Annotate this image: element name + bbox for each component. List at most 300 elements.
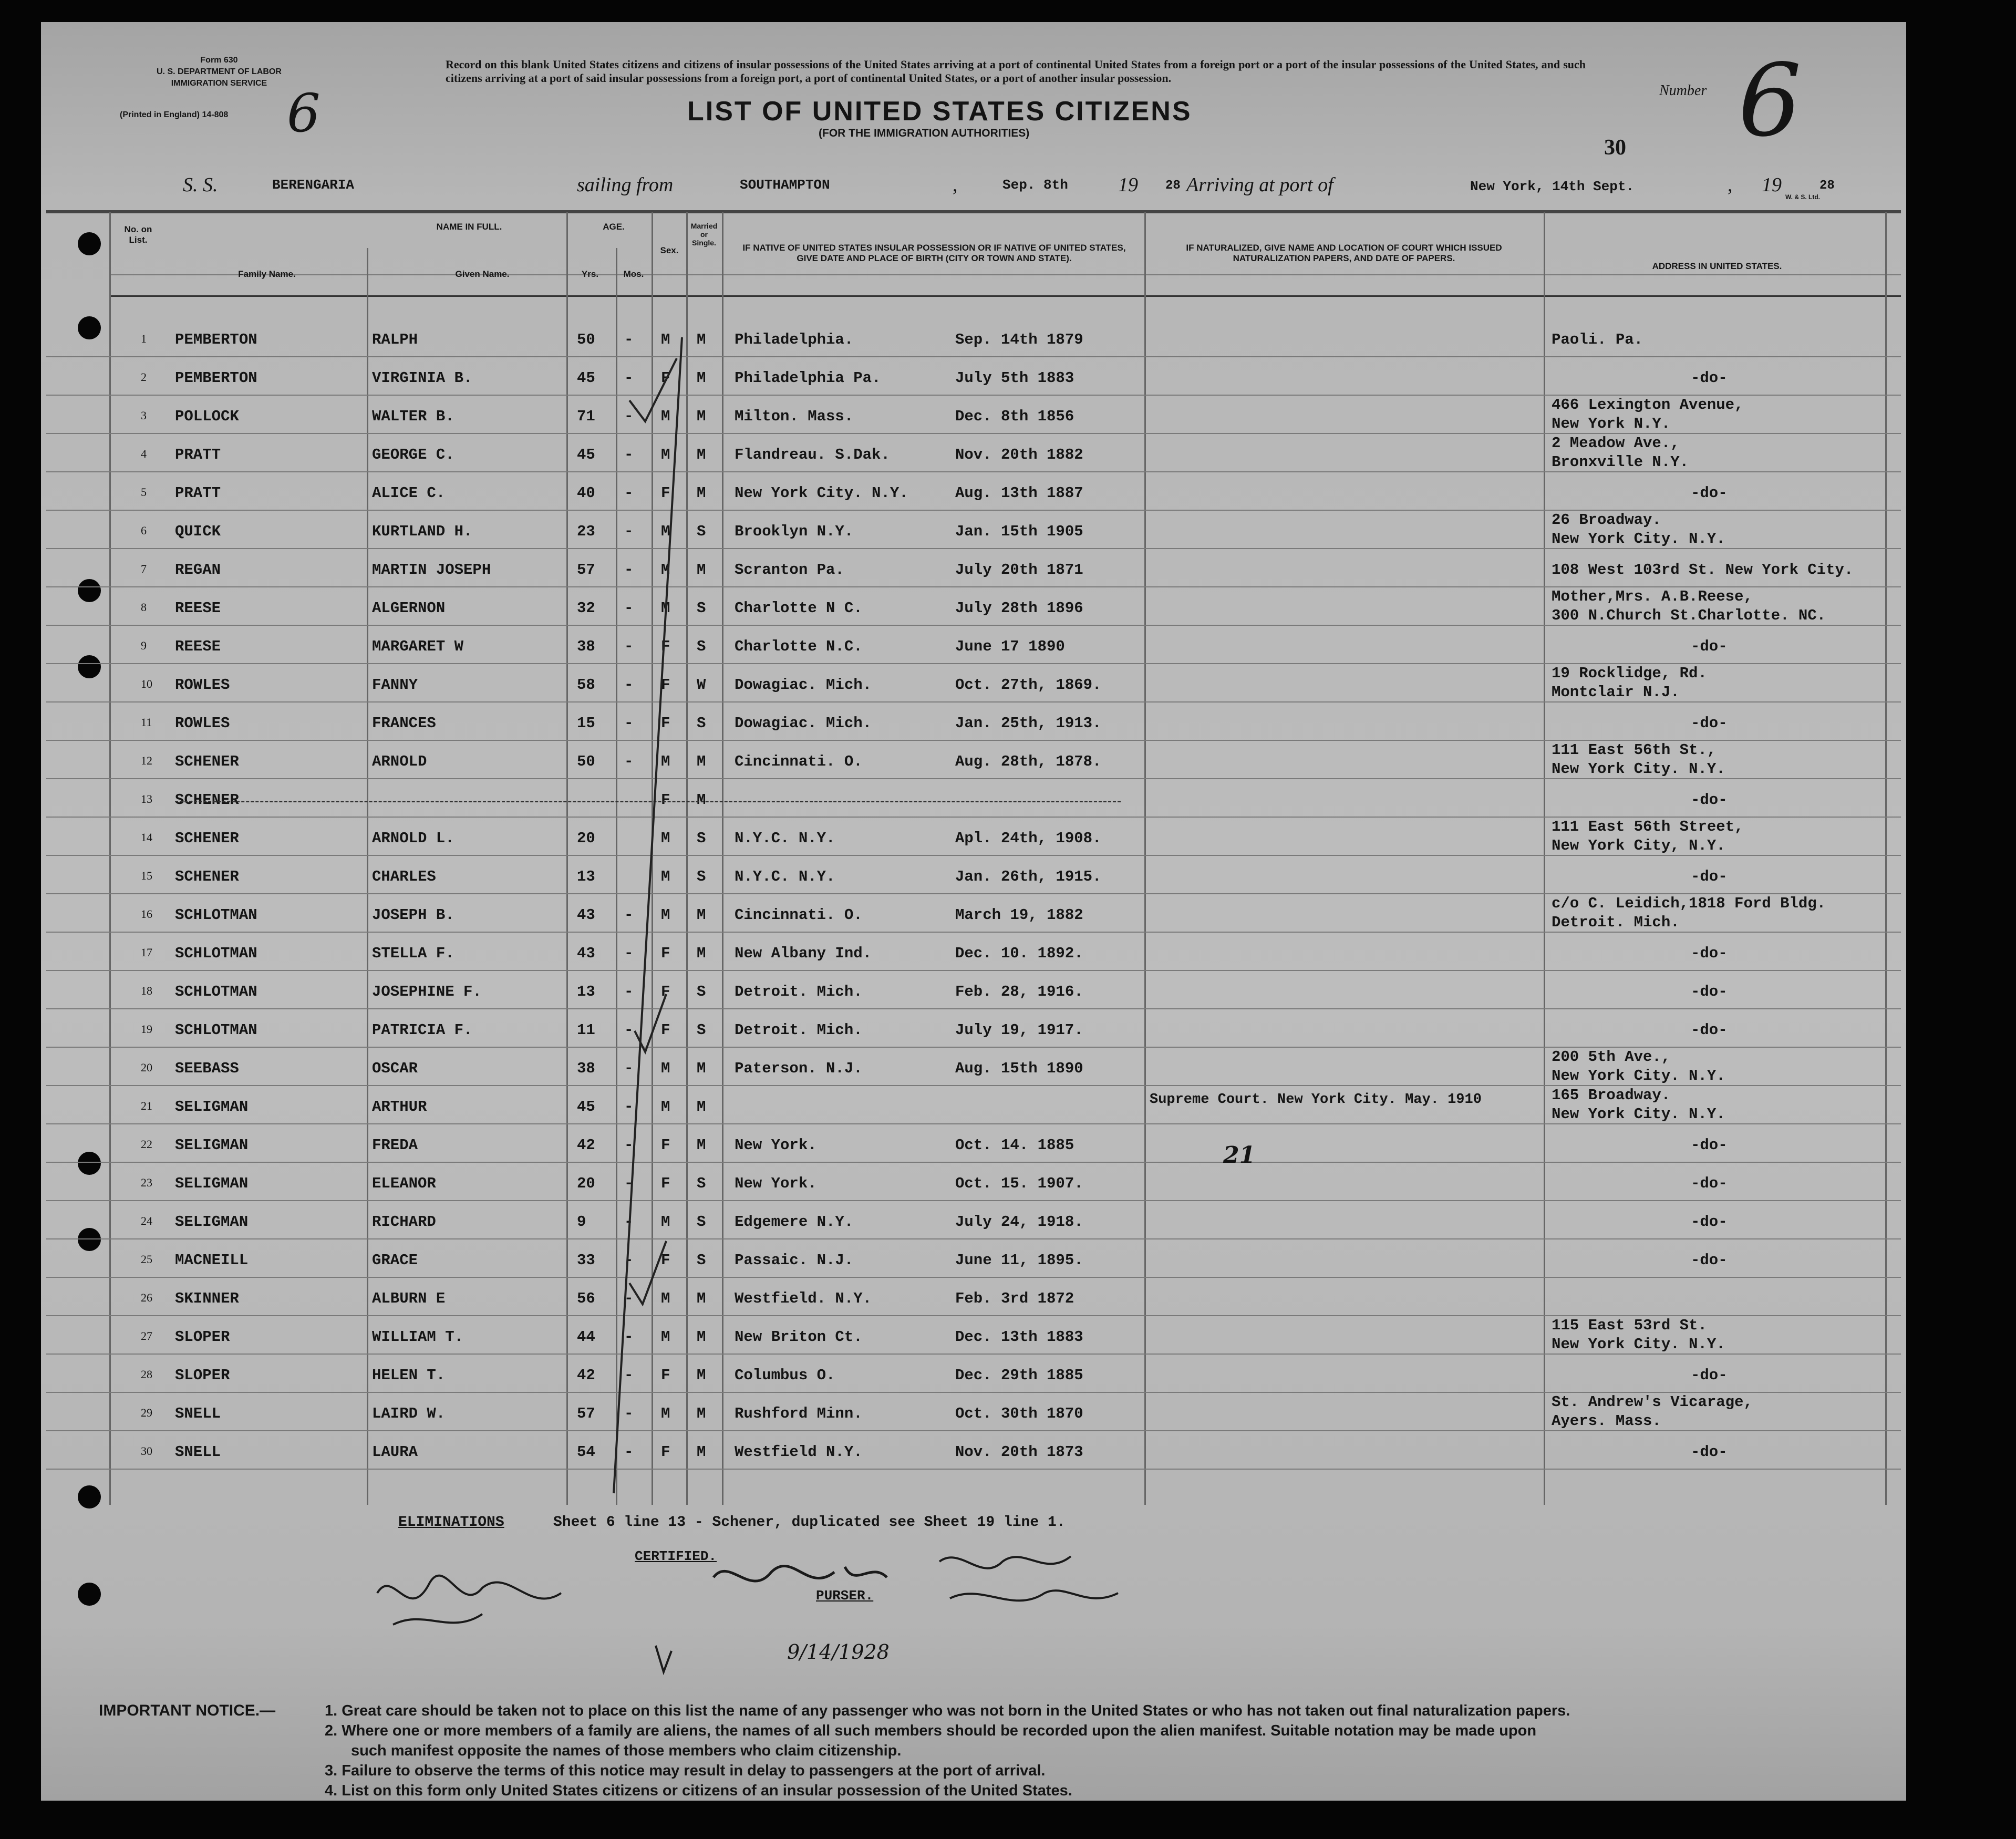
cell-ms: M (697, 446, 706, 463)
cell-given: MARTIN JOSEPH (372, 561, 491, 578)
cell-date: June 11, 1895. (955, 1252, 1083, 1269)
eliminations-text: Sheet 6 line 13 - Schener, duplicated see Sheet 19 line 1. (553, 1514, 1066, 1531)
notice-2: 2. Where one or more members of a family are aliens, the names of all such members should be recorded upon the alien manifest. Suitable notation may be made upon (325, 1722, 1537, 1739)
cell-date: Dec. 10. 1892. (955, 945, 1083, 962)
cell-place: New York City. N.Y. (735, 484, 908, 502)
cell-mos: - (624, 1443, 634, 1461)
cell-place: Dowagiac. Mich. (735, 715, 872, 732)
cell-ms: S (697, 638, 706, 655)
cell-age: 54 (577, 1443, 595, 1461)
cell-sex: M (661, 1405, 670, 1422)
cell-ms: S (697, 983, 706, 1000)
cell-addr2: New York City. N.Y. (1552, 530, 1725, 547)
row-rule (46, 1392, 1901, 1393)
cell-family: SCHLOTMAN (175, 906, 257, 924)
page-subtitle: (FOR THE IMMIGRATION AUTHORITIES) (819, 127, 1030, 139)
cell-family: ROWLES (175, 676, 230, 694)
cell-sex: F (661, 1021, 670, 1039)
cell-no: 26 (141, 1291, 152, 1304)
cell-mos: - (624, 408, 634, 425)
cell-sex: M (661, 1060, 670, 1077)
col-header-age: AGE. (603, 222, 625, 232)
cell-date: Feb. 3rd 1872 (955, 1290, 1074, 1307)
cell-age: 58 (577, 676, 595, 694)
cell-ms: M (697, 484, 706, 502)
cell-nat: Supreme Court. New York City. May. 1910 (1150, 1092, 1482, 1108)
purser-label: PURSER. (816, 1588, 874, 1604)
cell-family: SCHENER (175, 868, 239, 885)
cell-family: SCHENER (175, 791, 239, 809)
cell-date: Feb. 28, 1916. (955, 983, 1083, 1000)
stamped-number: 30 (1604, 136, 1626, 160)
cell-ms: M (697, 945, 706, 962)
cell-addr2: Bronxville N.Y. (1552, 453, 1689, 471)
cell-addr1: -do- (1691, 1213, 1728, 1231)
cell-mos: - (624, 369, 634, 387)
row-rule (46, 625, 1901, 626)
row-rule (46, 1430, 1901, 1431)
cell-no: 20 (141, 1061, 152, 1074)
cell-date: June 17 1890 (955, 638, 1065, 655)
cell-age: 32 (577, 600, 595, 617)
cell-mos: - (624, 484, 634, 502)
cell-ms: S (697, 830, 706, 847)
col-header-yrs: Yrs. (581, 269, 599, 279)
cell-mos: - (624, 561, 634, 578)
cell-no: 30 (141, 1444, 152, 1458)
cell-addr1: 115 East 53rd St. (1552, 1317, 1707, 1334)
cell-sex: F (661, 1443, 670, 1461)
cell-sex: M (661, 446, 670, 463)
cell-family: REGAN (175, 561, 221, 578)
cell-mos: - (624, 638, 634, 655)
cell-place: Brooklyn N.Y. (735, 523, 854, 540)
cell-no: 23 (141, 1176, 152, 1189)
cell-addr1: -do- (1691, 369, 1728, 387)
comma-2: , (1728, 174, 1733, 196)
cell-addr2: New York N.Y. (1552, 415, 1671, 432)
cell-given: GEORGE C. (372, 446, 454, 463)
cell-sex: F (661, 484, 670, 502)
cell-ms: M (697, 1405, 706, 1422)
cell-sex: M (661, 830, 670, 847)
cell-mos: - (624, 1405, 634, 1422)
year-prefix-2: 19 (1762, 174, 1782, 196)
cell-family: SCHENER (175, 830, 239, 847)
cell-given: KURTLAND H. (372, 523, 473, 540)
row-rule (46, 740, 1901, 741)
cell-sex: F (661, 945, 670, 962)
cell-date: Aug. 15th 1890 (955, 1060, 1083, 1077)
row-rule (46, 817, 1901, 818)
cell-given: ARNOLD (372, 753, 427, 770)
cell-no: 29 (141, 1406, 152, 1419)
cell-family: SELIGMAN (175, 1098, 249, 1115)
cell-given: ALBURN E (372, 1290, 446, 1307)
cell-no: 25 (141, 1253, 152, 1266)
comma: , (953, 174, 958, 196)
cell-ms: S (697, 523, 706, 540)
cell-no: 16 (141, 907, 152, 921)
cell-mos: - (624, 1290, 634, 1307)
printer-mark: W. & S. Ltd. (1785, 193, 1820, 201)
row-rule (46, 1469, 1901, 1470)
cell-addr1: 165 Broadway. (1552, 1087, 1671, 1104)
cell-family: MACNEILL (175, 1252, 249, 1269)
cell-sex: F (661, 1137, 670, 1154)
row-rule (46, 893, 1901, 894)
cell-no: 13 (141, 792, 152, 805)
cell-addr1: -do- (1691, 868, 1728, 885)
cell-addr1: 111 East 56th Street, (1552, 818, 1744, 835)
row-rule (46, 1047, 1901, 1048)
cell-age: 45 (577, 369, 595, 387)
cell-family: SLOPER (175, 1328, 230, 1346)
cell-date: July 24, 1918. (955, 1213, 1083, 1231)
cell-ms: M (697, 1290, 706, 1307)
cell-age: 11 (577, 1021, 595, 1039)
cell-mos: - (624, 1252, 634, 1269)
arrival: New York, 14th Sept. (1470, 179, 1635, 194)
row-rule (46, 855, 1901, 856)
cell-sex: F (661, 1252, 670, 1269)
cell-mos: - (624, 446, 634, 463)
cell-place: Cincinnati. O. (735, 906, 863, 924)
cell-addr2: New York City. N.Y. (1552, 1067, 1725, 1084)
cell-addr1: -do- (1691, 1137, 1728, 1154)
row-rule (46, 1085, 1901, 1086)
row-rule (46, 970, 1901, 971)
handwritten-date: 9/14/1928 (787, 1640, 890, 1664)
cell-no: 15 (141, 869, 152, 882)
cell-family: QUICK (175, 523, 221, 540)
cell-sex: M (661, 906, 670, 924)
cell-sex: M (661, 753, 670, 770)
row-rule (46, 1315, 1901, 1316)
cell-place: Charlotte N C. (735, 600, 863, 617)
cell-date: July 28th 1896 (955, 600, 1083, 617)
header-bottom-rule (109, 295, 1901, 297)
cell-family: PEMBERTON (175, 331, 257, 348)
cell-date: Aug. 13th 1887 (955, 484, 1083, 502)
cell-date: Nov. 20th 1882 (955, 446, 1083, 463)
cell-no: 27 (141, 1329, 152, 1342)
cell-addr1: -do- (1691, 638, 1728, 655)
cell-family: SELIGMAN (175, 1137, 249, 1154)
cell-age: 20 (577, 1175, 595, 1192)
cell-family: SKINNER (175, 1290, 239, 1307)
cell-addr1: -do- (1691, 983, 1728, 1000)
cell-addr1: 466 Lexington Avenue, (1552, 396, 1744, 414)
cell-place: Edgemere N.Y. (735, 1213, 854, 1231)
cell-date: March 19, 1882 (955, 906, 1083, 924)
cell-addr1: 111 East 56th St., (1552, 741, 1717, 759)
cell-ms: W (697, 676, 706, 694)
cell-sex: M (661, 523, 670, 540)
cell-ms: M (697, 561, 706, 578)
manifest-sheet (41, 22, 1906, 1801)
cell-given: JOSEPHINE F. (372, 983, 482, 1000)
cell-no: 22 (141, 1138, 152, 1151)
cell-place: Charlotte N.C. (735, 638, 863, 655)
cell-mos: - (624, 523, 634, 540)
cell-date: Apl. 24th, 1908. (955, 830, 1102, 847)
cell-age: 57 (577, 1405, 595, 1422)
row-rule (46, 1277, 1901, 1278)
cell-addr1: 200 5th Ave., (1552, 1048, 1671, 1066)
cell-age: 71 (577, 408, 595, 425)
cell-mos: - (624, 906, 634, 924)
cell-addr2: New York City. N.Y. (1552, 760, 1725, 778)
cell-ms: S (697, 715, 706, 732)
cell-no: 17 (141, 946, 152, 959)
col-header-married: Married or Single. (690, 222, 718, 247)
cell-age: 38 (577, 1060, 595, 1077)
cell-date: Dec. 29th 1885 (955, 1367, 1083, 1384)
notice-3: 3. Failure to observe the terms of this notice may result in delay to passengers at the port of arrival. (325, 1762, 1046, 1779)
cell-date: Oct. 27th, 1869. (955, 676, 1102, 694)
cell-sex: M (661, 600, 670, 617)
cell-age: 45 (577, 446, 595, 463)
cell-mos: - (624, 676, 634, 694)
cell-place: New Albany Ind. (735, 945, 872, 962)
cell-addr1: 108 West 103rd St. New York City. (1552, 561, 1854, 578)
cell-ms: S (697, 600, 706, 617)
cell-addr1: -do- (1691, 484, 1728, 502)
cell-age: 40 (577, 484, 595, 502)
number-label: Number (1659, 82, 1707, 99)
cell-addr1: -do- (1691, 1021, 1728, 1039)
ss-label: S. S. (183, 174, 218, 196)
cell-given: RALPH (372, 331, 418, 348)
cell-family: SCHENER (175, 753, 239, 770)
row-rule (46, 1238, 1901, 1239)
row-rule (46, 701, 1901, 702)
cell-date: Nov. 20th 1873 (955, 1443, 1083, 1461)
cell-mos: - (624, 983, 634, 1000)
cell-given: WALTER B. (372, 408, 454, 425)
col-header-birth: IF NATIVE OF UNITED STATES INSULAR POSSESSION OR IF NATIVE OF UNITED STATES, GIVE DATE AND PLACE OF BIRTH (CITY OR TOWN AND STATE). (742, 243, 1126, 263)
col-header-sex: Sex. (660, 245, 679, 255)
cell-place: New Briton Ct. (735, 1328, 863, 1346)
cell-given: ALICE C. (372, 484, 446, 502)
cell-given: RICHARD (372, 1213, 436, 1231)
arrival-year: 28 (1819, 179, 1835, 193)
cell-place: Paterson. N.J. (735, 1060, 863, 1077)
cell-place: Detroit. Mich. (735, 1021, 863, 1039)
cell-place: Dowagiac. Mich. (735, 676, 872, 694)
cell-addr1: -do- (1691, 945, 1728, 962)
cell-addr1: Mother,Mrs. A.B.Reese, (1552, 588, 1753, 605)
cell-date: July 5th 1883 (955, 369, 1074, 387)
cell-no: 1 (141, 332, 147, 345)
cell-age: 43 (577, 945, 595, 962)
cell-place: N.Y.C. N.Y. (735, 830, 835, 847)
cell-place: Philadelphia Pa. (735, 369, 881, 387)
cell-place: Passaic. N.J. (735, 1252, 854, 1269)
cell-ms: M (697, 753, 706, 770)
cell-given: PATRICIA F. (372, 1021, 473, 1039)
cell-nat: 21 (1223, 1142, 1256, 1169)
cell-given: VIRGINIA B. (372, 369, 473, 387)
binder-hole (78, 579, 101, 602)
cell-place: N.Y.C. N.Y. (735, 868, 835, 885)
binder-hole (78, 316, 101, 339)
cell-family: POLLOCK (175, 408, 239, 425)
cell-given: ALGERNON (372, 600, 446, 617)
cell-age: 38 (577, 638, 595, 655)
cell-no: 5 (141, 485, 147, 499)
notice-4: 4. List on this form only United States citizens or citizens of an insular possession of the United States. (325, 1782, 1072, 1799)
cell-date: July 19, 1917. (955, 1021, 1083, 1039)
row-rule (46, 778, 1901, 779)
cell-addr1: -do- (1691, 1175, 1728, 1192)
binder-hole (78, 1152, 101, 1175)
cell-no: 8 (141, 601, 147, 614)
arriving-label: Arriving at port of (1186, 174, 1333, 196)
cell-given: CHARLES (372, 868, 436, 885)
row-rule (46, 548, 1901, 549)
cell-age: 57 (577, 561, 595, 578)
cell-given: ARNOLD L. (372, 830, 454, 847)
cell-addr1: -do- (1691, 715, 1728, 732)
cell-place: Flandreau. S.Dak. (735, 446, 890, 463)
row-rule (46, 1200, 1901, 1201)
cell-date: Aug. 28th, 1878. (955, 753, 1102, 770)
row-rule (46, 1123, 1901, 1124)
cell-sex: F (661, 369, 670, 387)
cell-given: WILLIAM T. (372, 1328, 464, 1346)
cell-given: OSCAR (372, 1060, 418, 1077)
printed-in: (Printed in England) 14-808 (120, 110, 229, 119)
row-rule (46, 433, 1901, 434)
cell-ms: S (697, 1213, 706, 1231)
cell-mos: - (624, 331, 634, 348)
cell-sex: M (661, 408, 670, 425)
cell-addr1: 26 Broadway. (1552, 511, 1661, 529)
departure-year: 28 (1165, 179, 1181, 193)
cell-sex: F (661, 791, 670, 809)
binder-hole (78, 1583, 101, 1606)
cell-family: SCHLOTMAN (175, 1021, 257, 1039)
cell-given: MARGARET W (372, 638, 464, 655)
col-divider (722, 212, 723, 1505)
cell-family: REESE (175, 638, 221, 655)
cell-no: 21 (141, 1099, 152, 1112)
cell-date: Jan. 15th 1905 (955, 523, 1083, 540)
col-divider (1144, 212, 1146, 1505)
row-rule (46, 356, 1901, 357)
cell-no: 28 (141, 1368, 152, 1381)
eliminations-label: ELIMINATIONS (398, 1514, 504, 1531)
col-header-no: No. on List. (124, 224, 152, 245)
cell-place: New York. (735, 1175, 817, 1192)
cell-ms: M (697, 369, 706, 387)
cell-age: 20 (577, 830, 595, 847)
cell-addr1: -do- (1691, 1252, 1728, 1269)
cell-addr2: Detroit. Mich. (1552, 914, 1680, 931)
cell-mos: - (624, 1367, 634, 1384)
binder-hole (78, 232, 101, 255)
cell-no: 7 (141, 562, 147, 575)
cell-sex: F (661, 715, 670, 732)
col-header-family: Family Name. (238, 269, 296, 279)
cell-mos: - (624, 1021, 634, 1039)
cell-no: 10 (141, 677, 152, 690)
cell-family: PRATT (175, 484, 221, 502)
binder-hole (78, 1228, 101, 1251)
cell-age: 56 (577, 1290, 595, 1307)
cell-given: FRANCES (372, 715, 436, 732)
cell-ms: S (697, 1021, 706, 1039)
instructions: Record on this blank United States citizens and citizens of insular possessions of the United States arriving at a port of continental United States from a foreign port or a port of the insular possessions of the United States, and such citizens arriving at a port of said insular possessions from a foreign port, a port of continental United States, or a port of another insular possession. (446, 58, 1586, 85)
col-header-given: Given Name. (455, 269, 510, 279)
cell-sex: F (661, 676, 670, 694)
cell-no: 6 (141, 524, 147, 537)
cell-addr2: 300 N.Church St.Charlotte. NC. (1552, 607, 1826, 624)
row-rule (46, 510, 1901, 511)
cell-mos: - (624, 945, 634, 962)
cell-age: 42 (577, 1367, 595, 1384)
cell-family: SLOPER (175, 1367, 230, 1384)
cell-date: July 20th 1871 (955, 561, 1083, 578)
row-rule (46, 663, 1901, 664)
row-rule (46, 471, 1901, 472)
cell-ms: M (697, 791, 706, 809)
cell-age: 33 (577, 1252, 595, 1269)
cell-ms: S (697, 1175, 706, 1192)
cell-family: PEMBERTON (175, 369, 257, 387)
cell-mos: - (624, 1175, 634, 1192)
cell-addr1: St. Andrew's Vicarage, (1552, 1393, 1753, 1411)
cell-ms: M (697, 1060, 706, 1077)
cell-age: 43 (577, 906, 595, 924)
cell-mos: - (624, 1060, 634, 1077)
cell-no: 4 (141, 447, 147, 460)
row-rule (46, 932, 1901, 933)
cell-family: SCHLOTMAN (175, 983, 257, 1000)
cell-family: ROWLES (175, 715, 230, 732)
cell-age: 13 (577, 983, 595, 1000)
binder-hole (78, 1485, 101, 1509)
cell-age: 15 (577, 715, 595, 732)
cell-given: ELEANOR (372, 1175, 436, 1192)
cell-given: HELEN T. (372, 1367, 446, 1384)
cell-sex: F (661, 983, 670, 1000)
cell-no: 9 (141, 639, 147, 652)
certified-label: CERTIFIED. (635, 1548, 717, 1564)
cell-ms: M (697, 1367, 706, 1384)
handwritten-sheet-number: 6 (287, 82, 321, 144)
binder-hole (78, 655, 101, 678)
notice-2-cont: such manifest opposite the names of those members who claim citizenship. (351, 1742, 902, 1759)
cell-date: Oct. 14. 1885 (955, 1137, 1074, 1154)
cell-date: Jan. 25th, 1913. (955, 715, 1102, 732)
cell-age: 23 (577, 523, 595, 540)
col-divider (566, 212, 568, 1505)
cell-sex: M (661, 1098, 670, 1115)
col-divider (1885, 212, 1887, 1505)
cell-age: 50 (577, 331, 595, 348)
cell-mos: - (624, 753, 634, 770)
row-rule (46, 586, 1901, 587)
cell-addr1: Paoli. Pa. (1552, 331, 1643, 348)
cell-place: Rushford Minn. (735, 1405, 863, 1422)
cell-ms: M (697, 1137, 706, 1154)
cell-date: Sep. 14th 1879 (955, 331, 1083, 348)
cell-sex: M (661, 868, 670, 885)
cell-mos: - (624, 1098, 634, 1115)
